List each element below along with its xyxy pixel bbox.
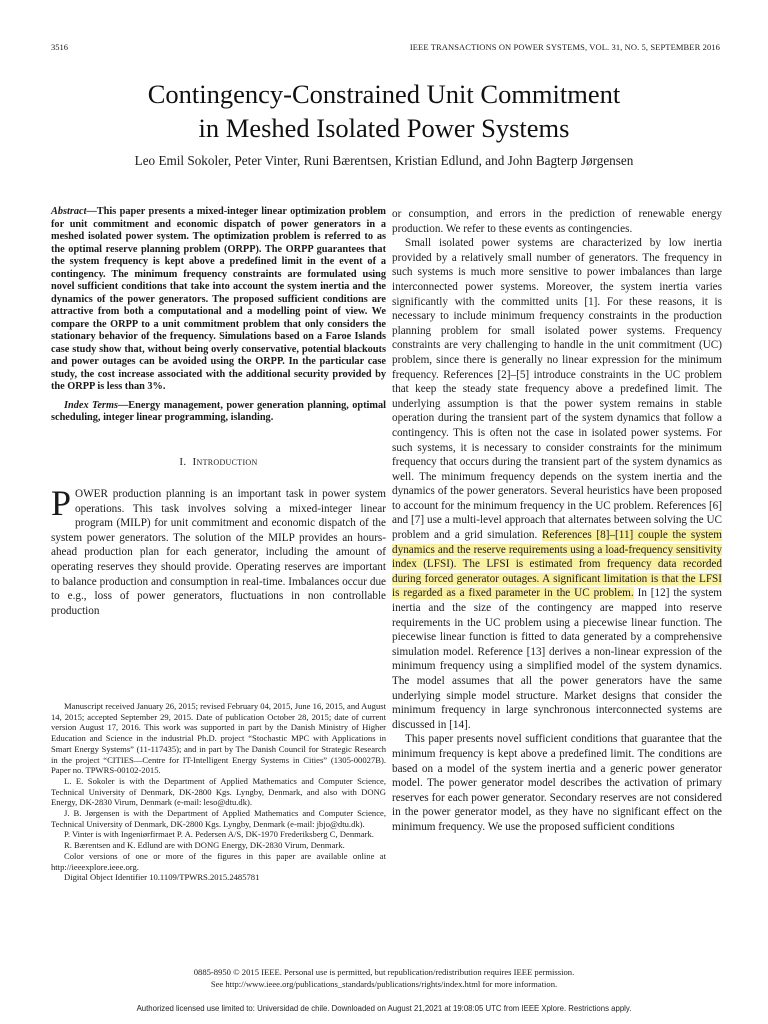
intro-paragraph xyxy=(51,483,386,618)
footnote-doi: Digital Object Identifier 10.1109/TPWRS.2015.2485781 xyxy=(64,872,260,883)
journal-header: IEEE TRANSACTIONS ON POWER SYSTEMS, VOL. 31, NO. 5, SEPTEMBER 2016 xyxy=(409,42,720,52)
author-list: Leo Emil Sokoler, Peter Vinter, Runi Bærentsen, Kristian Edlund, and John Bagterp Jørgensen xyxy=(134,153,634,168)
paragraph-text-before-highlight: Small isolated power systems are characterized by low inertia provided by a relatively small number of generators. The frequency in such systems is much more sensitive to power imbalances than large interconnected power systems. Moreover, the system inertia varies significantly with the committed units [1]. For these reasons, it is necessary to include minimum frequency constraints in the production planning problem for small isolated power systems. Frequency constraints are very challenging to handle in the unit commitment (UC) problem, since there is generally no linear expression for the minimum frequency. References [2]–[5] introduce constraints in the UC problem that keep the steady state frequency above a predefined limit. The underlying assumption is that the power system remains in stable operation during the transient part of the system dynamics that follow a contingency. This is often not the case in isolated power systems. For such systems, it is necessary to consider constraints for the minimum frequency that occurs during the transient part of the system dynamics as well. The minimum frequency depends on the system inertia and the dynamics of the power generators. Several heuristics have been proposed to account for the minimum frequency in the UC problem. References [6] and [7] use a multi-level approach that alternates between solving the UC problem and a grid simulation. xyxy=(392,237,722,542)
footnote-baerentsen-edlund: R. Bærentsen and K. Edlund are with DONG Energy, DK-2830 Virum, Denmark. xyxy=(64,840,345,851)
left-column xyxy=(51,206,386,618)
license-banner: Authorized licensed use limited to: Universidad de chile. Downloaded on August 21,2021 at 19:08:05 UTC from IEEE Xplore. Restrictions apply. xyxy=(136,1004,632,1013)
index-terms-text: —Energy management, power generation planning, optimal scheduling, integer linear programming, islanding. xyxy=(51,399,386,423)
abstract xyxy=(51,206,386,394)
footnote-jorgensen: J. B. Jørgensen is with the Department of Applied Mathematics and Computer Science, Technical University of Denmark, DK-2800 Kgs. Lyngby, Denmark (e-mail: jbjo@dtu.dk). xyxy=(51,808,386,829)
page-number: 3516 xyxy=(51,42,68,52)
section-heading xyxy=(51,455,386,470)
copyright-line-1: 0885-8950 © 2015 IEEE. Personal use is permitted, but republication/redistribution requires IEEE permission. xyxy=(193,967,575,977)
footnote-color-versions: Color versions of one or more of the figures in this paper are available online at http://ieeexplore.ieee.org. xyxy=(51,850,386,872)
footnote-manuscript: Manuscript received January 26, 2015; revised February 04, 2015, June 16, 2015, and August 14, 2015; accepted September 29, 2015. Date of publication October 28, 2015; date of current version August 17, 2016. This work was supported in part by the Danish Ministry of Higher Education and Science in the industrial Ph.D. project “Stochastic MPC with Applications in Smart Energy Systems” (11-117435); and in part by The Danish Council for Strategic Research in the project “CITIES—Centre for IT-Intelligent Energy Systems in Cities” (1305-00027B). Paper no. TPWRS-00102-2015. xyxy=(51,701,386,776)
highlighted-text: References [8]–[11] couple the system dynamics and the reserve requirements using a load-frequency sensitivity index (LFSI). The LFSI is estimated from frequency data recorded during forced generator outages. A significant limitation is that the LFSI is regarded as a fixed parameter in the UC problem. xyxy=(392,529,722,600)
title-line-2: in Meshed Isolated Power Systems xyxy=(198,113,570,143)
copyright-line-2: See http://www.ieee.org/publications_standards/publications/rights/index.html for more information. xyxy=(210,979,558,989)
section-number: I. xyxy=(179,455,187,468)
small-isolated-systems-paragraph xyxy=(392,236,722,732)
contribution-paragraph: This paper presents novel sufficient conditions that guarantee that the minimum frequency is kept above a predefined limit. The conditions are based on a model of the system inertia and a generic power generator model. The power generator model describes the activation of primary reserves for each power generator. Secondary reserves are not considered in the power generator model, as they have no significant effect on the minimum frequency. We use the proposed sufficient conditions xyxy=(392,733,722,833)
footnote-vinter: P. Vinter is with Ingeniørfirmaet P. A. Pedersen A/S, DK-1970 Frederiksberg C, Denmark. xyxy=(64,829,374,840)
paragraph-text-after-highlight: In [12] the system inertia and the size of the contingency are mapped into reserve requirements in the UC problem using a piecewise linear function. The piecewise linear function is fitted to data generated by a comprehensive simulation model. Reference [13] derives a non-linear expression of the minimum frequency using a simplified model of the system dynamics. The model assumes that all the power generators have the same underlying simple model structure. Market designs that consider the minimum frequency in large synchronous interconnected systems are discussed in [14]. xyxy=(392,587,722,731)
continuation-paragraph: or consumption, and errors in the prediction of renewable energy production. We refer to these events as contingencies. xyxy=(392,208,722,235)
abstract-text: —This paper presents a mixed-integer linear optimization problem for unit commitment and economic dispatch of power generators in a meshed isolated power system. The optimization problem is referred to as the optimal reserve planning problem (ORPP). The ORPP guarantees that the system frequency is kept above a predefined limit in the event of a contingency. The minimum frequency constraints are formulated using novel sufficient conditions that take into account the system inertia and the dynamics of the power generators. The proposed sufficient conditions are attractive from both a computational and a modelling point of view. We compare the ORPP to a unit commitment problem that only considers the stationary behavior of the frequency. Simulations based on a Faroe Islands case study show that, without being overly conservative, potential blackouts and power outages can be avoided using the ORPP. In the particular case study, the cost increase associated with the additional security provided by the ORPP is less than 3%. xyxy=(51,206,386,392)
intro-text: OWER production planning is an important task in power system operations. This task involves solving a mixed-integer linear program (MILP) for unit commitment and economic dispatch of the system power generators. The solution of the MILP provides an hours-ahead production plan for each generator, including the amount of operating reserves they should provide. Operating reserves are important to balance production and consumption in real-time. Imbalances occur due to e.g., loss of power generators, fluctuations in non controllable production xyxy=(51,488,386,617)
drop-cap: P xyxy=(51,483,72,524)
index-terms xyxy=(51,400,386,425)
section-title: Introduction xyxy=(192,455,258,468)
paper-title xyxy=(0,77,768,145)
title-line-1: Contingency-Constrained Unit Commitment xyxy=(147,79,621,109)
right-column xyxy=(392,207,722,835)
footnotes xyxy=(51,701,386,883)
footnote-sokoler: L. E. Sokoler is with the Department of Applied Mathematics and Computer Science, Technical University of Denmark, DK-2800 Kgs. Lyngby, Denmark, and also with DONG Energy, DK-2830 Virum, Denmark (e-mail: leso@dtu.dk). xyxy=(51,775,386,808)
abstract-lead: Abstract xyxy=(51,206,87,217)
index-terms-lead: Index Terms xyxy=(64,399,118,411)
